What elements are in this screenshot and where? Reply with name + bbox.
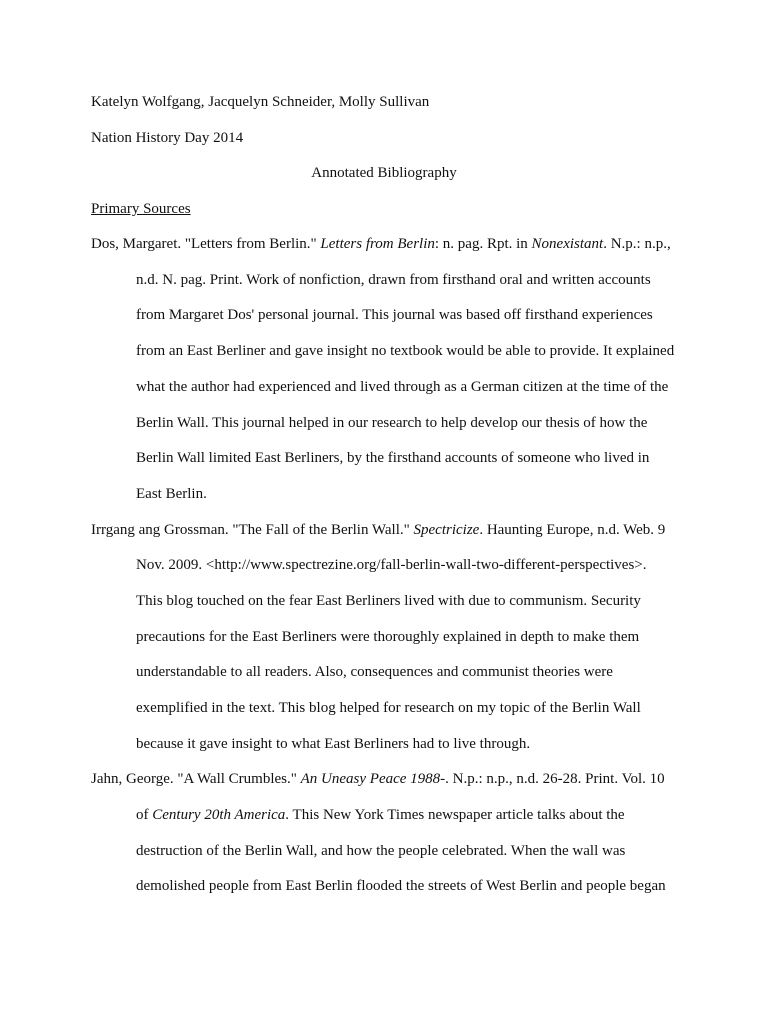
entry-3-text: of [136, 807, 153, 823]
entry-1-line: Berlin Wall. This journal helped in our research to help develop our thesis of how the [136, 415, 648, 431]
entry-1-text: . N.p.: n.p., [603, 236, 671, 252]
entry-2-line: precautions for the East Berliners were thoroughly explained in depth to make them [136, 629, 640, 645]
entry-3-source-italic: An Uneasy Peace 1988- [300, 771, 446, 787]
authors-line: Katelyn Wolfgang, Jacquelyn Schneider, Molly Sullivan [91, 94, 430, 110]
entry-2-source-italic: Spectricize [413, 522, 480, 538]
entry-1-text: Dos, Margaret. "Letters from Berlin." [91, 236, 321, 252]
event-line: Nation History Day 2014 [91, 130, 244, 146]
entry-1-citation-line [91, 234, 671, 254]
document-title: Annotated Bibliography [311, 165, 457, 181]
entry-2-line: exemplified in the text. This blog helped for research on my topic of the Berlin Wall [136, 700, 641, 716]
entry-1-line: Berlin Wall limited East Berliners, by the firsthand accounts of someone who lived in [136, 450, 650, 466]
entry-3-text: . N.p.: n.p., n.d. 26-28. Print. Vol. 10 [445, 771, 665, 787]
entry-1-line: what the author had experienced and lived through as a German citizen at the time of the [136, 379, 669, 395]
entry-1-line: East Berlin. [136, 486, 207, 502]
entry-2-text: Irrgang ang Grossman. "The Fall of the Berlin Wall." [91, 522, 414, 538]
entry-1-line: from Margaret Dos' personal journal. This journal was based off firsthand experiences [136, 307, 653, 323]
entry-1-title-italic: Letters from Berlin [320, 236, 435, 252]
entry-2-line: because it gave insight to what East Berliners had to live through. [136, 736, 531, 752]
section-heading: Primary Sources [91, 201, 191, 217]
entry-2-citation-line [91, 520, 665, 540]
entry-3-citation-line [91, 769, 665, 789]
entry-2-line: Nov. 2009. <http://www.spectrezine.org/fall-berlin-wall-two-different-perspectives>. [136, 557, 647, 573]
entry-2-line: understandable to all readers. Also, consequences and communist theories were [136, 664, 613, 680]
entry-3-line [136, 805, 625, 825]
entry-1-line: n.d. N. pag. Print. Work of nonfiction, drawn from firsthand oral and written accounts [136, 272, 651, 288]
entry-3-line: destruction of the Berlin Wall, and how the people celebrated. When the wall was [136, 843, 626, 859]
entry-1-source-italic: Nonexistant [531, 236, 604, 252]
entry-2-text: . Haunting Europe, n.d. Web. 9 [479, 522, 666, 538]
entry-3-series-italic: Century 20th America [152, 807, 286, 823]
entry-1-text: : n. pag. Rpt. in [434, 236, 532, 252]
entry-3-line: demolished people from East Berlin flooded the streets of West Berlin and people began [136, 878, 666, 894]
entry-1-line: from an East Berliner and gave insight no textbook would be able to provide. It explained [136, 343, 675, 359]
entry-2-line: This blog touched on the fear East Berliners lived with due to communism. Security [136, 593, 641, 609]
entry-3-text: . This New York Times newspaper article talks about the [285, 807, 625, 823]
entry-3-text: Jahn, George. "A Wall Crumbles." [91, 771, 301, 787]
